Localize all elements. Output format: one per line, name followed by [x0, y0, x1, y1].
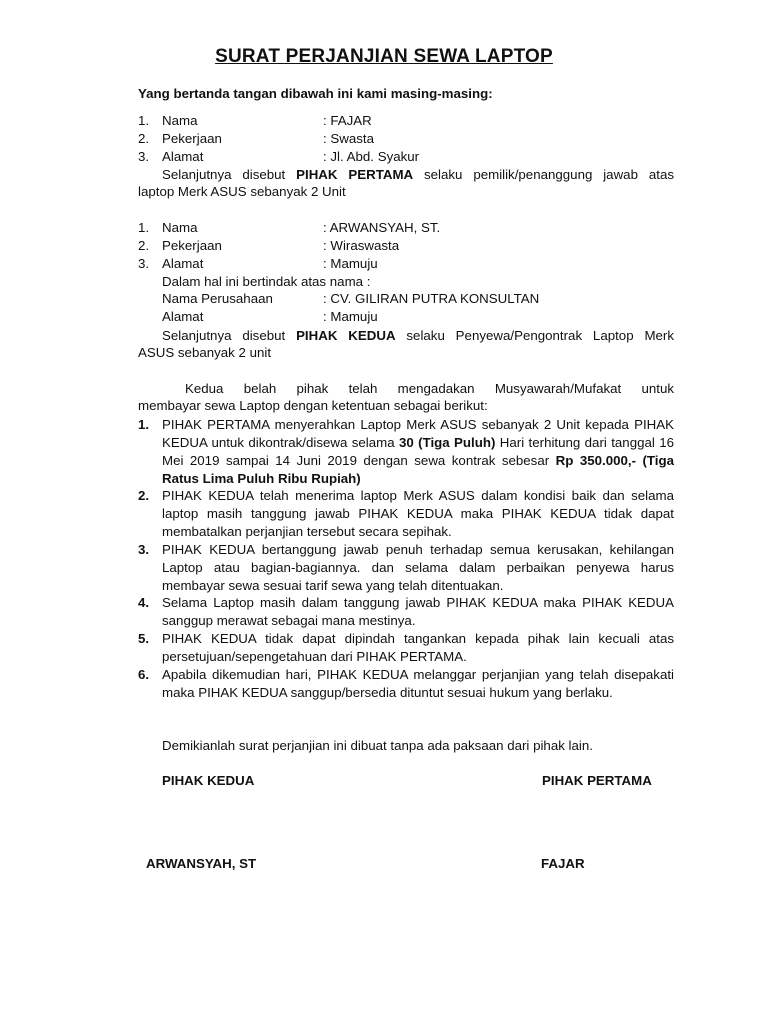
- text-span: Hari terhitung dari tanggal 16 Mei 2019 sampai 14 Juni 2019 dengan sewa kontrak sebesar: [162, 435, 674, 468]
- text-span: selaku Penyewa/Pengontrak Laptop Merk: [395, 328, 674, 343]
- row-value: : CV. GILIRAN PUTRA KONSULTAN: [323, 291, 540, 306]
- party2-row-address: [0, 256, 768, 274]
- row-label: Nama: [162, 113, 198, 128]
- signature-label-right: PIHAK PERTAMA: [542, 773, 652, 788]
- clause-text: [162, 416, 674, 488]
- party2-acting: Dalam hal ini bertindak atas nama :: [162, 274, 371, 289]
- row-value: : Jl. Abd. Syakur: [323, 149, 420, 164]
- party1-row-name: [0, 113, 768, 131]
- clause-number: 1.: [138, 417, 150, 432]
- party1-description: [162, 166, 674, 184]
- party2-term: PIHAK KEDUA: [296, 328, 396, 343]
- clause-number: 5.: [138, 631, 150, 646]
- text-span: Selanjutnya disebut: [162, 328, 297, 343]
- duration-term: 30 (Tiga Puluh): [399, 435, 496, 450]
- intro-text: Yang bertanda tangan dibawah ini kami masing-masing:: [138, 86, 493, 101]
- clause-text: PIHAK KEDUA bertanggung jawab penuh terhadap semua kerusakan, kehilangan Laptop atau bagian-bagiannya. dan selama dalam perbaikan penyewa harus membayar sewa sesuai tarif sewa yang telah ditentuakan.: [162, 542, 674, 593]
- row-value: : Swasta: [323, 131, 374, 146]
- party2-row-name: [0, 220, 768, 238]
- row-value: : Wiraswasta: [323, 238, 400, 253]
- party2-row-company-address: [0, 309, 768, 327]
- agreement-intro-line2: membayar sewa Laptop dengan ketentuan sebagai berikut:: [138, 398, 488, 413]
- price-term: Rp 350.000,- (Tiga Ratus Lima Puluh Ribu Rupiah): [162, 453, 674, 486]
- clause-number: 2.: [138, 488, 150, 503]
- row-number: 3.: [138, 256, 150, 271]
- row-value: : Mamuju: [323, 309, 378, 324]
- text-span: selaku pemilik/penanggung jawab atas: [413, 167, 674, 182]
- row-number: 1.: [138, 220, 150, 235]
- row-label: Nama: [162, 220, 198, 235]
- party1-description-line2: laptop Merk ASUS sebanyak 2 Unit: [138, 184, 346, 199]
- clause-number: 6.: [138, 667, 150, 682]
- row-number: 2.: [138, 131, 150, 146]
- row-number: 3.: [138, 149, 150, 164]
- clause-text: PIHAK KEDUA tidak dapat dipindah tangankan kepada pihak lain kecuali atas persetujuan/sepengetahuan dari PIHAK PERTAMA.: [162, 631, 674, 664]
- clause-text: PIHAK KEDUA telah menerima laptop Merk ASUS dalam kondisi baik dan selama laptop masih tanggung jawab PIHAK KEDUA maka PIHAK KEDUA tidak dapat membatalkan perjanjian tersebut secara sepihak.: [162, 488, 674, 539]
- row-number: 1.: [138, 113, 150, 128]
- text-span: PIHAK PERTAMA menyerahkan Laptop Merk ASUS sebanyak 2 Unit kepada PIHAK KEDUA untuk dikontrak/disewa selama: [162, 417, 674, 450]
- closing-statement: Demikianlah surat perjanjian ini dibuat tanpa ada paksaan dari pihak lain.: [162, 738, 593, 753]
- row-value: : Mamuju: [323, 256, 378, 271]
- row-label: Alamat: [162, 256, 204, 271]
- row-label: Nama Perusahaan: [162, 291, 273, 306]
- signature-label-left: PIHAK KEDUA: [162, 773, 255, 788]
- party1-term: PIHAK PERTAMA: [296, 167, 414, 182]
- signature-name-right: FAJAR: [541, 856, 585, 871]
- signature-name-left: ARWANSYAH, ST: [146, 856, 257, 871]
- party1-row-address: [0, 149, 768, 167]
- party1-row-job: [0, 131, 768, 149]
- row-label: Pekerjaan: [162, 131, 222, 146]
- agreement-intro-line1: Kedua belah pihak telah mengadakan Musyawarah/Mufakat untuk: [185, 381, 674, 396]
- row-label: Alamat: [162, 309, 204, 324]
- row-value: : FAJAR: [323, 113, 372, 128]
- text-span: Selanjutnya disebut: [162, 167, 297, 182]
- party2-row-company: [0, 291, 768, 309]
- row-label: Pekerjaan: [162, 238, 222, 253]
- row-label: Alamat: [162, 149, 204, 164]
- row-number: 2.: [138, 238, 150, 253]
- clause-text: Selama Laptop masih dalam tanggung jawab PIHAK KEDUA maka PIHAK KEDUA sanggup merawat sebagai mana mestinya.: [162, 595, 674, 628]
- clause-number: 3.: [138, 542, 150, 557]
- clause-number: 4.: [138, 595, 150, 610]
- clause-text: Apabila dikemudian hari, PIHAK KEDUA melanggar perjanjian yang telah disepakati maka PIHAK KEDUA sanggup/bersedia dituntut sesuai hukum yang berlaku.: [162, 667, 674, 700]
- party2-row-job: [0, 238, 768, 256]
- row-value: : ARWANSYAH, ST.: [323, 220, 441, 235]
- party2-description: [162, 327, 674, 345]
- document-title: SURAT PERJANJIAN SEWA LAPTOP: [215, 46, 553, 67]
- party2-description-line2: ASUS sebanyak 2 unit: [138, 345, 272, 360]
